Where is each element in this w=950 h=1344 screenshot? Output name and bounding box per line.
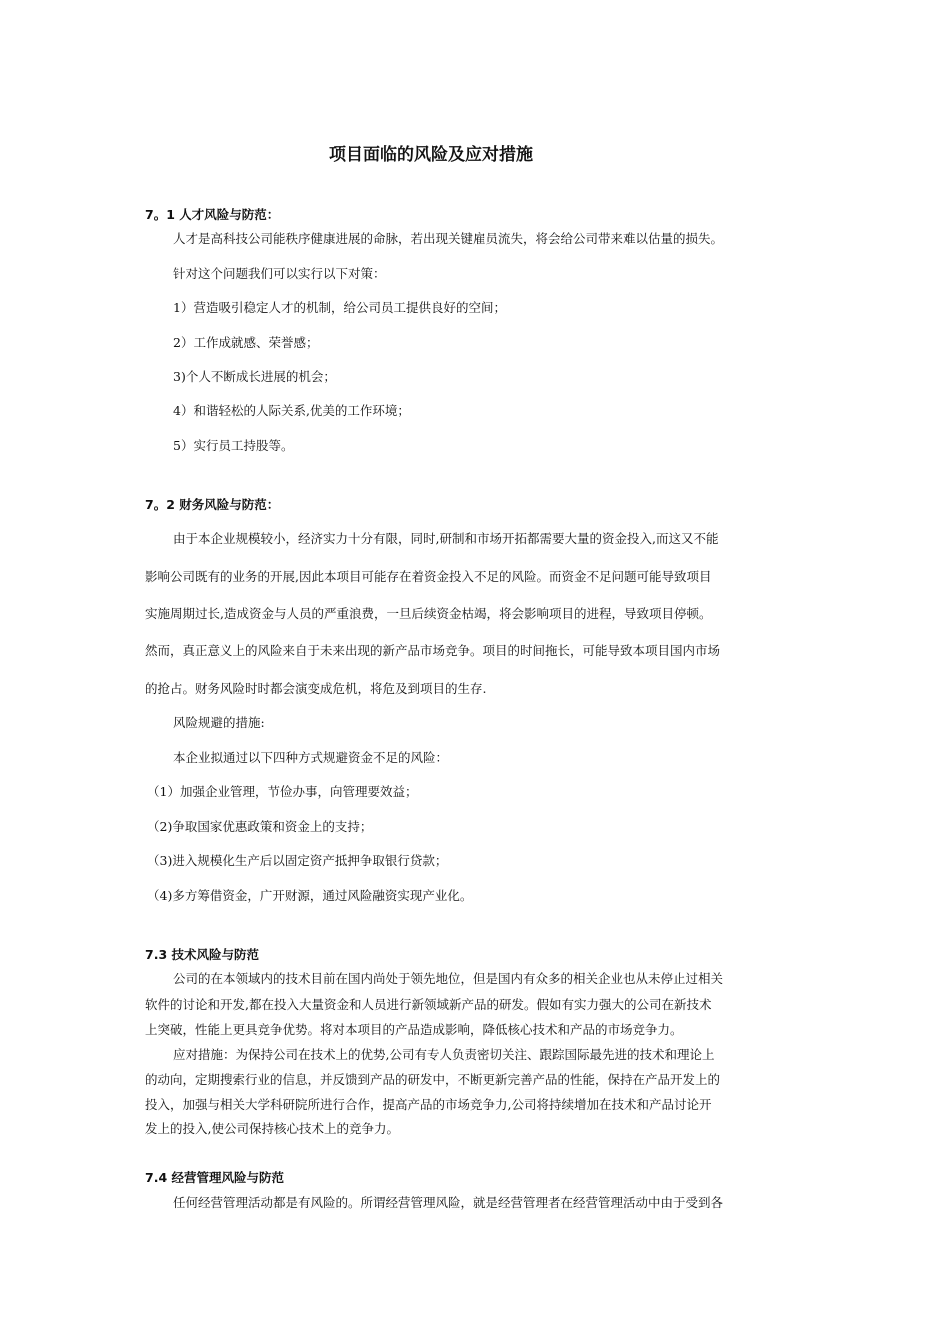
list-item: 5）实行员工持股等。 [173,438,294,453]
page-title: 项目面临的风险及应对措施 [329,145,533,165]
list-item: 3)个人不断成长进展的机会； [173,369,336,384]
list-item: （4)多方筹借资金，广开财源，通过风险融资实现产业化。 [147,888,473,903]
paragraph-line: 的动向，定期搜索行业的信息，并反馈到产品的研发中，不断更新完善产品的性能，保持在产品开发上的 [145,1072,721,1087]
paragraph-line: 发上的投入,使公司保持核心技术上的竞争力。 [145,1121,399,1136]
list-item: 1）营造吸引稳定人才的机制，给公司员工提供良好的空间； [173,300,506,315]
paragraph-line: 由于本企业规模较小，经济实力十分有限，同时,研制和市场开拓都需要大量的资金投入,而这又不能 [173,531,719,546]
list-item: 2）工作成就感、荣誉感； [173,335,319,350]
paragraph-line: 的抢占。财务风险时时都会演变成危机，将危及到项目的生存. [145,681,487,696]
paragraph-line: 应对措施：为保持公司在技术上的优势,公司有专人负责密切关注、跟踪国际最先进的技术和理论上 [173,1047,715,1062]
paragraph-line: 然而，真正意义上的风险来自于未来出现的新产品市场竞争。项目的时间拖长，可能导致本项目国内市场 [145,643,721,658]
section-heading-financial-risk: 7。2 财务风险与防范： [145,497,280,512]
list-item: （3)进入规模化生产后以固定资产抵押争取银行贷款； [147,853,448,868]
list-item: 4）和谐轻松的人际关系,优美的工作环境； [173,403,410,418]
list-item: （1）加强企业管理，节俭办事，向管理要效益； [147,784,418,799]
paragraph-line: 针对这个问题我们可以实行以下对策： [173,266,386,281]
section-heading-management-risk: 7.4 经营管理风险与防范 [145,1170,284,1185]
paragraph-line: 公司的在本领域内的技术目前在国内尚处于领先地位，但是国内有众多的相关企业也从未停止过相关 [173,971,724,986]
paragraph-line: 本企业拟通过以下四种方式规避资金不足的风险： [173,750,449,765]
paragraph-line: 任何经营管理活动都是有风险的。所谓经营管理风险，就是经营管理者在经营管理活动中由于受到各 [173,1195,724,1210]
paragraph-line: 上突破，性能上更具竞争优势。将对本项目的产品造成影响，降低核心技术和产品的市场竞争力。 [145,1022,683,1037]
section-heading-talent-risk: 7。1 人才风险与防范： [145,207,280,222]
paragraph-line: 实施周期过长,造成资金与人员的严重浪费，一旦后续资金枯竭，将会影响项目的进程，导致项目停顿。 [145,606,712,621]
list-item: （2)争取国家优惠政策和资金上的支持； [147,819,373,834]
paragraph-line: 软件的讨论和开发,都在投入大量资金和人员进行新领域新产品的研发。假如有实力强大的公司在新技术 [145,997,712,1012]
paragraph-line: 影响公司既有的业务的开展,因此本项目可能存在着资金投入不足的风险。而资金不足问题可能导致项目 [145,569,712,584]
paragraph-line: 人才是高科技公司能秩序健康进展的命脉，若出现关键雇员流失，将会给公司带来难以估量的损失。 [173,231,724,246]
section-heading-tech-risk: 7.3 技术风险与防范 [145,947,259,962]
paragraph-line: 投入，加强与相关大学科研院所进行合作，提高产品的市场竞争力,公司将持续增加在技术和产品讨论开 [145,1097,712,1112]
paragraph-line: 风险规避的措施: [173,715,265,730]
